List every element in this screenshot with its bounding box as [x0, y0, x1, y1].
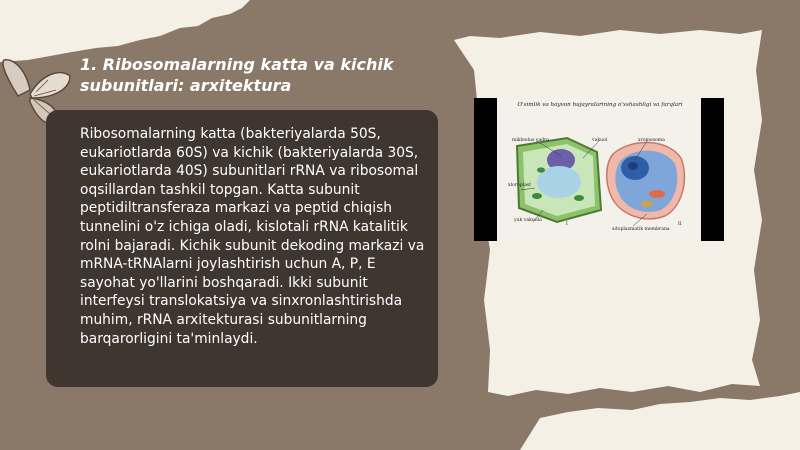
- figure-label-chloroplast: xloroplast: [508, 183, 532, 188]
- figure-number-left: I: [566, 222, 568, 227]
- figure-label-nucleus: mikleolus yadro: [512, 138, 550, 143]
- plant-cell-shape: [517, 138, 601, 222]
- animal-cell-shape: [607, 142, 685, 218]
- figure-label-vacuole: vakuol: [592, 138, 608, 143]
- slide-title: 1. Ribosomalarning katta va kichik subunitlari: arxitektura: [80, 55, 394, 95]
- figure-label-chromosome: xromosoma: [638, 138, 665, 143]
- figure-label-membrane: sitoplazmatik membrana: [612, 227, 670, 232]
- figure-label-cell-wall: yuk vakuola: [514, 218, 542, 223]
- figure-caption: O'simlik va hayvon hujayralarining o'xshashligi va farqlari: [517, 102, 683, 108]
- figure-number-right: II: [678, 222, 682, 227]
- slide-body-text: Ribosomalarning katta (bakteriyalarda 50S, eukariotlarda 60S) va kichik (bakteriyalarda 30S, eukariotlarda 40S) subunitlari rRNA va ribosomal oqsillardan tashkil topgan. Katta subunit peptidiltransferaza markazi va peptid chiqish tunnelini o'z ichiga oladi, kislotali rRNA katalitik rolni bajaradi. Kichik subunit dekoding markazi va mRNA-tRNAlarni joylashtirish uchun A, P, E sayohat yo'llarini boshqaradi. Ikki subunit interfeysi translokatsiya va sinxronlashtirishda muhim, rRNA arxitekturasi subunitlarning barqarorligini ta'minlaydi.: [80, 126, 425, 347]
